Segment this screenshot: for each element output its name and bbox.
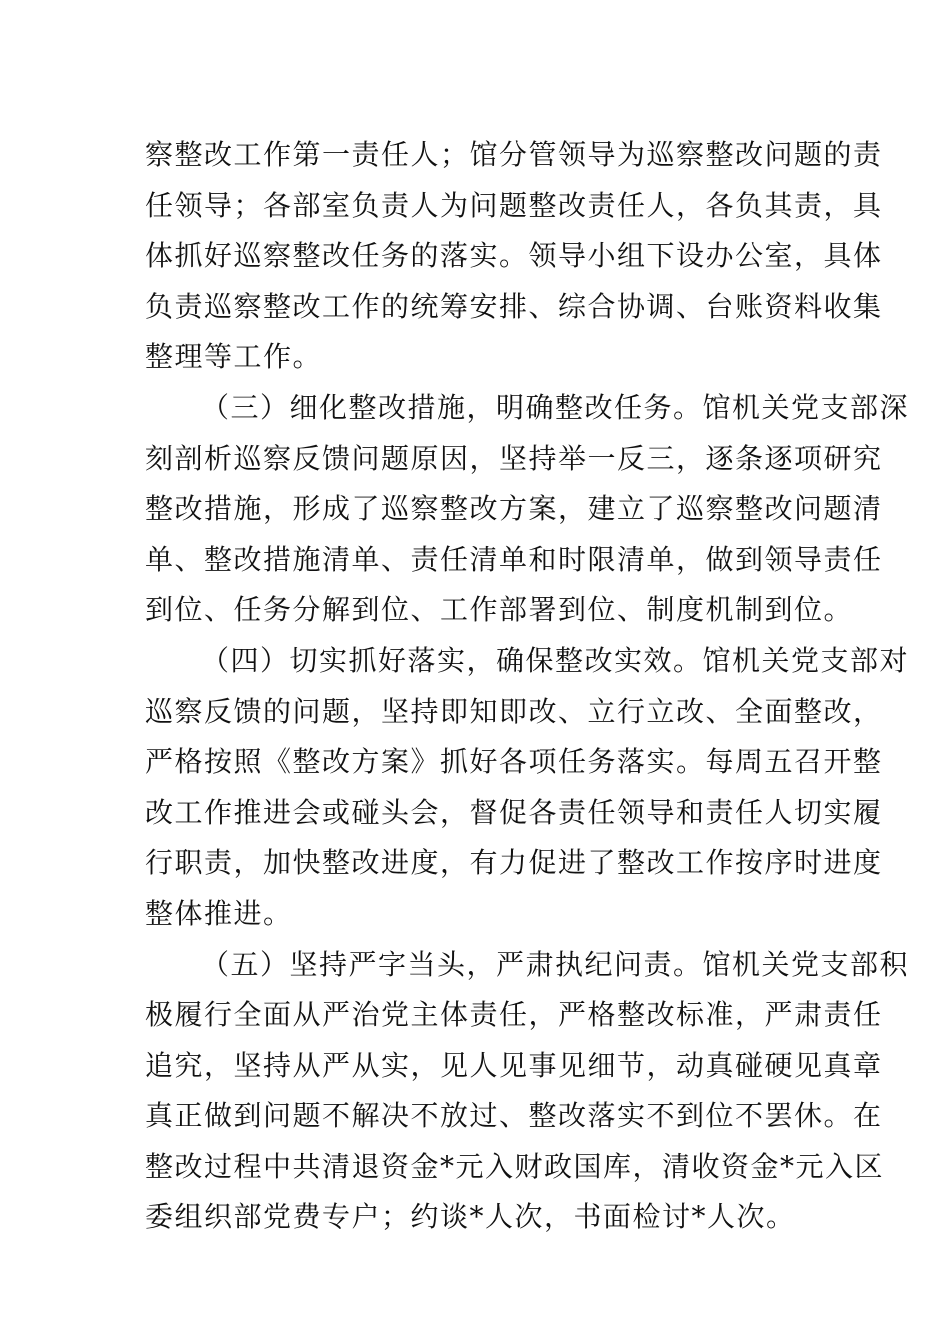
text-line: 负责巡察整改工作的统筹安排、综合协调、台账资料收集 xyxy=(145,289,883,323)
text-line: 整改过程中共清退资金*元入财政国库，清收资金*元入区 xyxy=(145,1149,885,1183)
text-line: 刻剖析巡察反馈问题原因，坚持举一反三，逐条逐项研究 xyxy=(145,441,883,475)
text-line: 真正做到问题不解决不放过、整改落实不到位不罢休。在 xyxy=(145,1099,883,1133)
paragraph-section-four xyxy=(145,636,910,940)
text-line: 整体推进。 xyxy=(145,896,293,930)
text-line: 整理等工作。 xyxy=(145,340,323,374)
text-line: 单、整改措施清单、责任清单和时限清单，做到领导责任 xyxy=(145,542,883,576)
text-line: 追究，坚持从严从实，见人见事见细节，动真碰硬见真章 xyxy=(145,1048,883,1082)
text-line: 改工作推进会或碰头会，督促各责任领导和责任人切实履 xyxy=(145,795,883,829)
text-line: 严格按照《整改方案》抓好各项任务落实。每周五召开整 xyxy=(145,745,883,779)
text-line: 到位、任务分解到位、工作部署到位、制度机制到位。 xyxy=(145,593,854,627)
text-line: （五）坚持严字当头，严肃执纪问责。馆机关党支部积 xyxy=(201,947,910,981)
paragraph-section-three xyxy=(145,383,910,636)
text-line: 察整改工作第一责任人；馆分管领导为巡察整改问题的责 xyxy=(145,138,883,171)
text-line: 任领导；各部室负责人为问题整改责任人，各负其责，具 xyxy=(145,188,883,222)
text-line: 体抓好巡察整改任务的落实。领导小组下设办公室，具体 xyxy=(145,239,883,273)
text-line: 极履行全面从严治党主体责任，严格整改标准，严肃责任 xyxy=(145,998,883,1032)
text-line: 行职责，加快整改进度，有力促进了整改工作按序时进度 xyxy=(145,846,883,880)
paragraph-section-five xyxy=(145,940,910,1244)
paragraph-leadership-continuation xyxy=(145,130,883,383)
text-line: （三）细化整改措施，明确整改任务。馆机关党支部深 xyxy=(201,390,910,424)
text-line: 巡察反馈的问题，坚持即知即改、立行立改、全面整改， xyxy=(145,694,883,728)
text-line: 委组织部党费专户；约谈*人次，书面检讨*人次。 xyxy=(145,1200,796,1234)
text-line: 整改措施，形成了巡察整改方案，建立了巡察整改问题清 xyxy=(145,492,883,526)
document-body xyxy=(145,130,910,1243)
text-line: （四）切实抓好落实，确保整改实效。馆机关党支部对 xyxy=(201,643,910,677)
